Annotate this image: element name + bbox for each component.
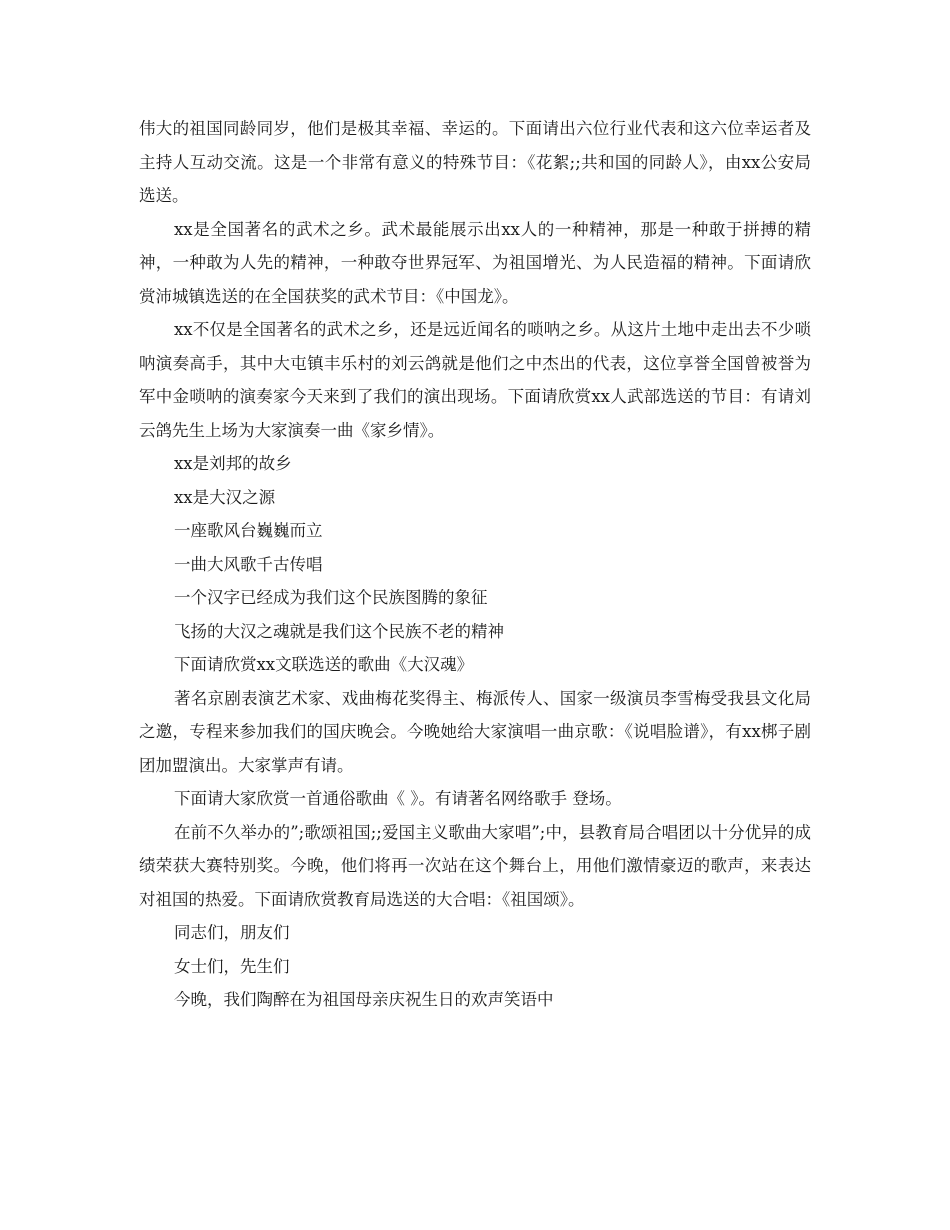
paragraph-6: 在前不久举办的”;歌颂祖国;;爱国主义歌曲大家唱”;中，县教育局合唱团以十分优异的成绩荣获大赛特别奖。今晚，他们将再一次站在这个舞台上，用他们激情豪迈的歌声，来表达对祖国的热爱。下面请欣赏教育局选送的大合唱：《祖国颂》。 (139, 822, 811, 909)
poem-line-5: 一个汉字已经成为我们这个民族图腾的象征 (174, 588, 488, 607)
closing-line-1: 同志们，朋友们 (174, 923, 290, 942)
document-body (139, 112, 811, 1017)
poem-line-7: 下面请欣赏xx文联选送的歌曲《大汉魂》 (174, 655, 474, 674)
paragraph-4: 著名京剧表演艺术家、戏曲梅花奖得主、梅派传人、国家一级演员李雪梅受我县文化局之邀，专程来参加我们的国庆晚会。今晚她给大家演唱一曲京歌：《说唱脸谱》，有xx梆子剧团加盟演出。大家掌声有请。 (139, 688, 811, 775)
paragraph-1: 伟大的祖国同龄同岁，他们是极其幸福、幸运的。下面请出六位行业代表和这六位幸运者及主持人互动交流。这是一个非常有意义的特殊节目：《花絮;;共和国的同龄人》，由xx公安局选送。 (139, 119, 811, 205)
closing-line-2: 女士们，先生们 (174, 956, 290, 976)
closing-line-3: 今晚，我们陶醉在为祖国母亲庆祝生日的欢声笑语中 (174, 990, 554, 1009)
poem-line-2: xx是大汉之源 (174, 487, 276, 507)
poem-line-6: 飞扬的大汉之魂就是我们这个民族不老的精神 (174, 621, 504, 641)
poem-line-3: 一座歌风台巍巍而立 (174, 521, 323, 540)
paragraph-3: xx不仅是全国著名的武术之乡，还是远近闻名的唢呐之乡。从这片土地中走出去不少唢呐演奏高手，其中大屯镇丰乐村的刘云鸽就是他们之中杰出的代表，这位享誉全国曾被誉为军中金唢呐的演奏家今天来到了我们的演出现场。下面请欣赏xx人武部选送的节目：有请刘云鸽先生上场为大家演奏一曲《家乡情》。 (139, 320, 811, 440)
poem-line-4: 一曲大风歌千古传唱 (174, 554, 323, 574)
poem-line-1: xx是刘邦的故乡 (174, 454, 292, 473)
paragraph-5: 下面请大家欣赏一首通俗歌曲《 》。有请著名网络歌手 登场。 (174, 789, 622, 808)
paragraph-2: xx是全国著名的武术之乡。武术最能展示出xx人的一种精神，那是一种敢于拼搏的精神，一种敢为人先的精神，一种敢夺世界冠军、为祖国增光、为人民造福的精神。下面请欣赏沛城镇选送的在全国获奖的武术节目：《中国龙》。 (139, 219, 811, 306)
